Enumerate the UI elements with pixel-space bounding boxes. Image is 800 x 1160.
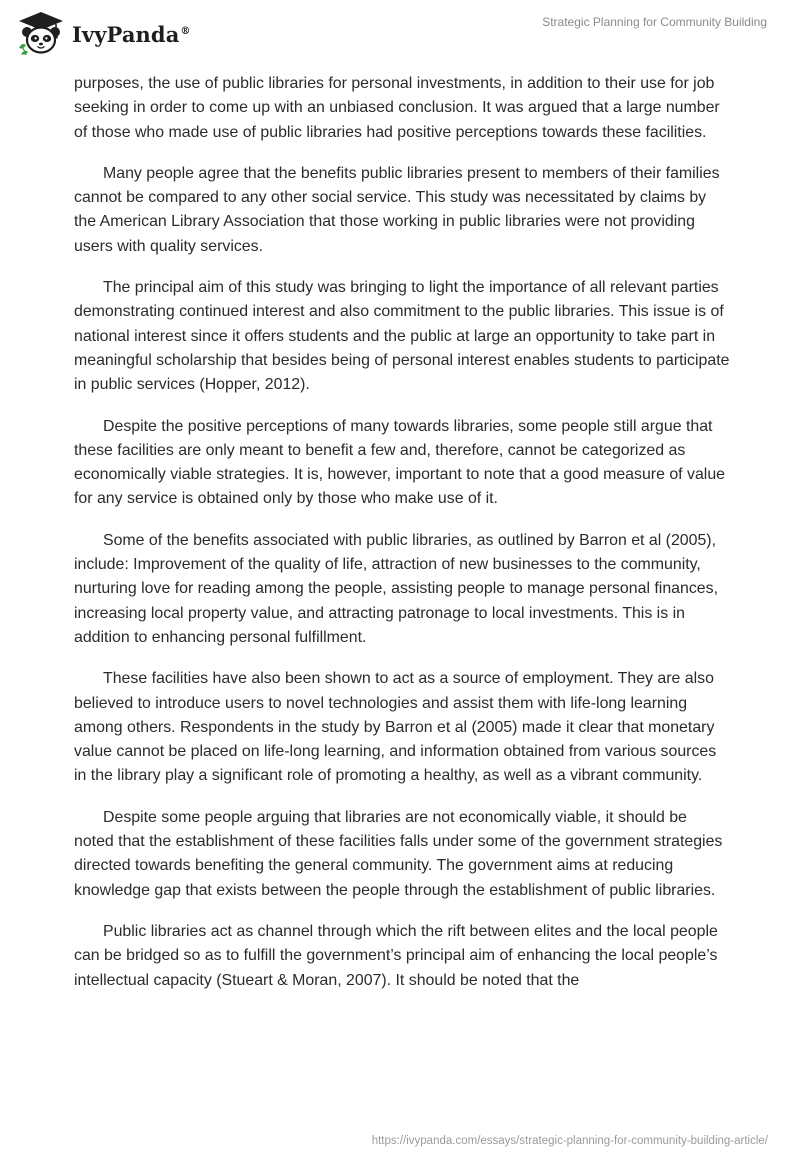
paragraph-6: These facilities have also been shown to act as a source of employment. They are also believed to introduce users to novel technologies and assist them with life-long learning among others. Respondents in the study by Barron et al (2005) made it clear that monetary value cannot be placed on life-long learning, and information obtained from various sources in the library play a significant role of promoting a healthy, as well as a vibrant community. <box>74 670 717 785</box>
paragraph-5: Some of the benefits associated with public libraries, as outlined by Barron et al (2005), include: Improvement of the quality of life, attraction of new businesses to the community, nurturing love for reading among the people, assisting people to manage personal finances, increasing local property value, and attracting patronage to local investments. This is in addition to enhancing personal fulfillment. <box>74 531 718 646</box>
brand-label: IvyPanda <box>72 21 180 47</box>
source-url-link[interactable]: https://ivypanda.com/essays/strategic-planning-for-community-building-article/ <box>371 1135 768 1147</box>
panda-graduate-logo-icon <box>16 10 66 56</box>
page-header <box>0 0 800 62</box>
essay-body <box>74 72 730 1010</box>
paragraph-4: Despite the positive perceptions of many towards libraries, some people still argue that these facilities are only meant to benefit a few and, therefore, cannot be categorized as economically viable strategies. It is, however, important to note that a good measure of value for any service is obtained only by those who make use of it. <box>74 417 725 508</box>
paragraph-3: The principal aim of this study was bringing to light the importance of all relevant parties demonstrating continued interest and also commitment to the public libraries. This issue is of national interest since it offers students and the public at large an opportunity to take part in meaningful scholarship that besides being of personal interest enables students to participate in public services (Hopper, 2012). <box>74 279 730 394</box>
registered-mark: ® <box>180 25 191 37</box>
paragraph-7: Despite some people arguing that libraries are not economically viable, it should be noted that the establishment of these facilities falls under some of the government strategies directed towards benefiting the general community. The government aims at reducing knowledge gap that exists between the people through the establishment of public libraries. <box>74 808 723 899</box>
paragraph-1: purposes, the use of public libraries for personal investments, in addition to their use for job seeking in order to come up with an unbiased conclusion. It was argued that a large number of those who made use of public libraries had positive perceptions towards these facilities. <box>74 75 720 141</box>
ivypanda-logo[interactable] <box>16 10 191 56</box>
paragraph-8: Public libraries act as channel through which the rift between elites and the local people can be bridged so as to fulfill the government’s principal aim of enhancing the local people’s intellectual capacity (Stueart & Moran, 2007). It should be noted that the <box>74 922 718 989</box>
paragraph-2: Many people agree that the benefits public libraries present to members of their families cannot be compared to any other social service. This study was necessitated by claims by the American Library Association that those working in public libraries were not providing users with quality services. <box>74 164 720 255</box>
brand-name <box>72 22 191 47</box>
document-title: Strategic Planning for Community Building <box>542 15 767 29</box>
